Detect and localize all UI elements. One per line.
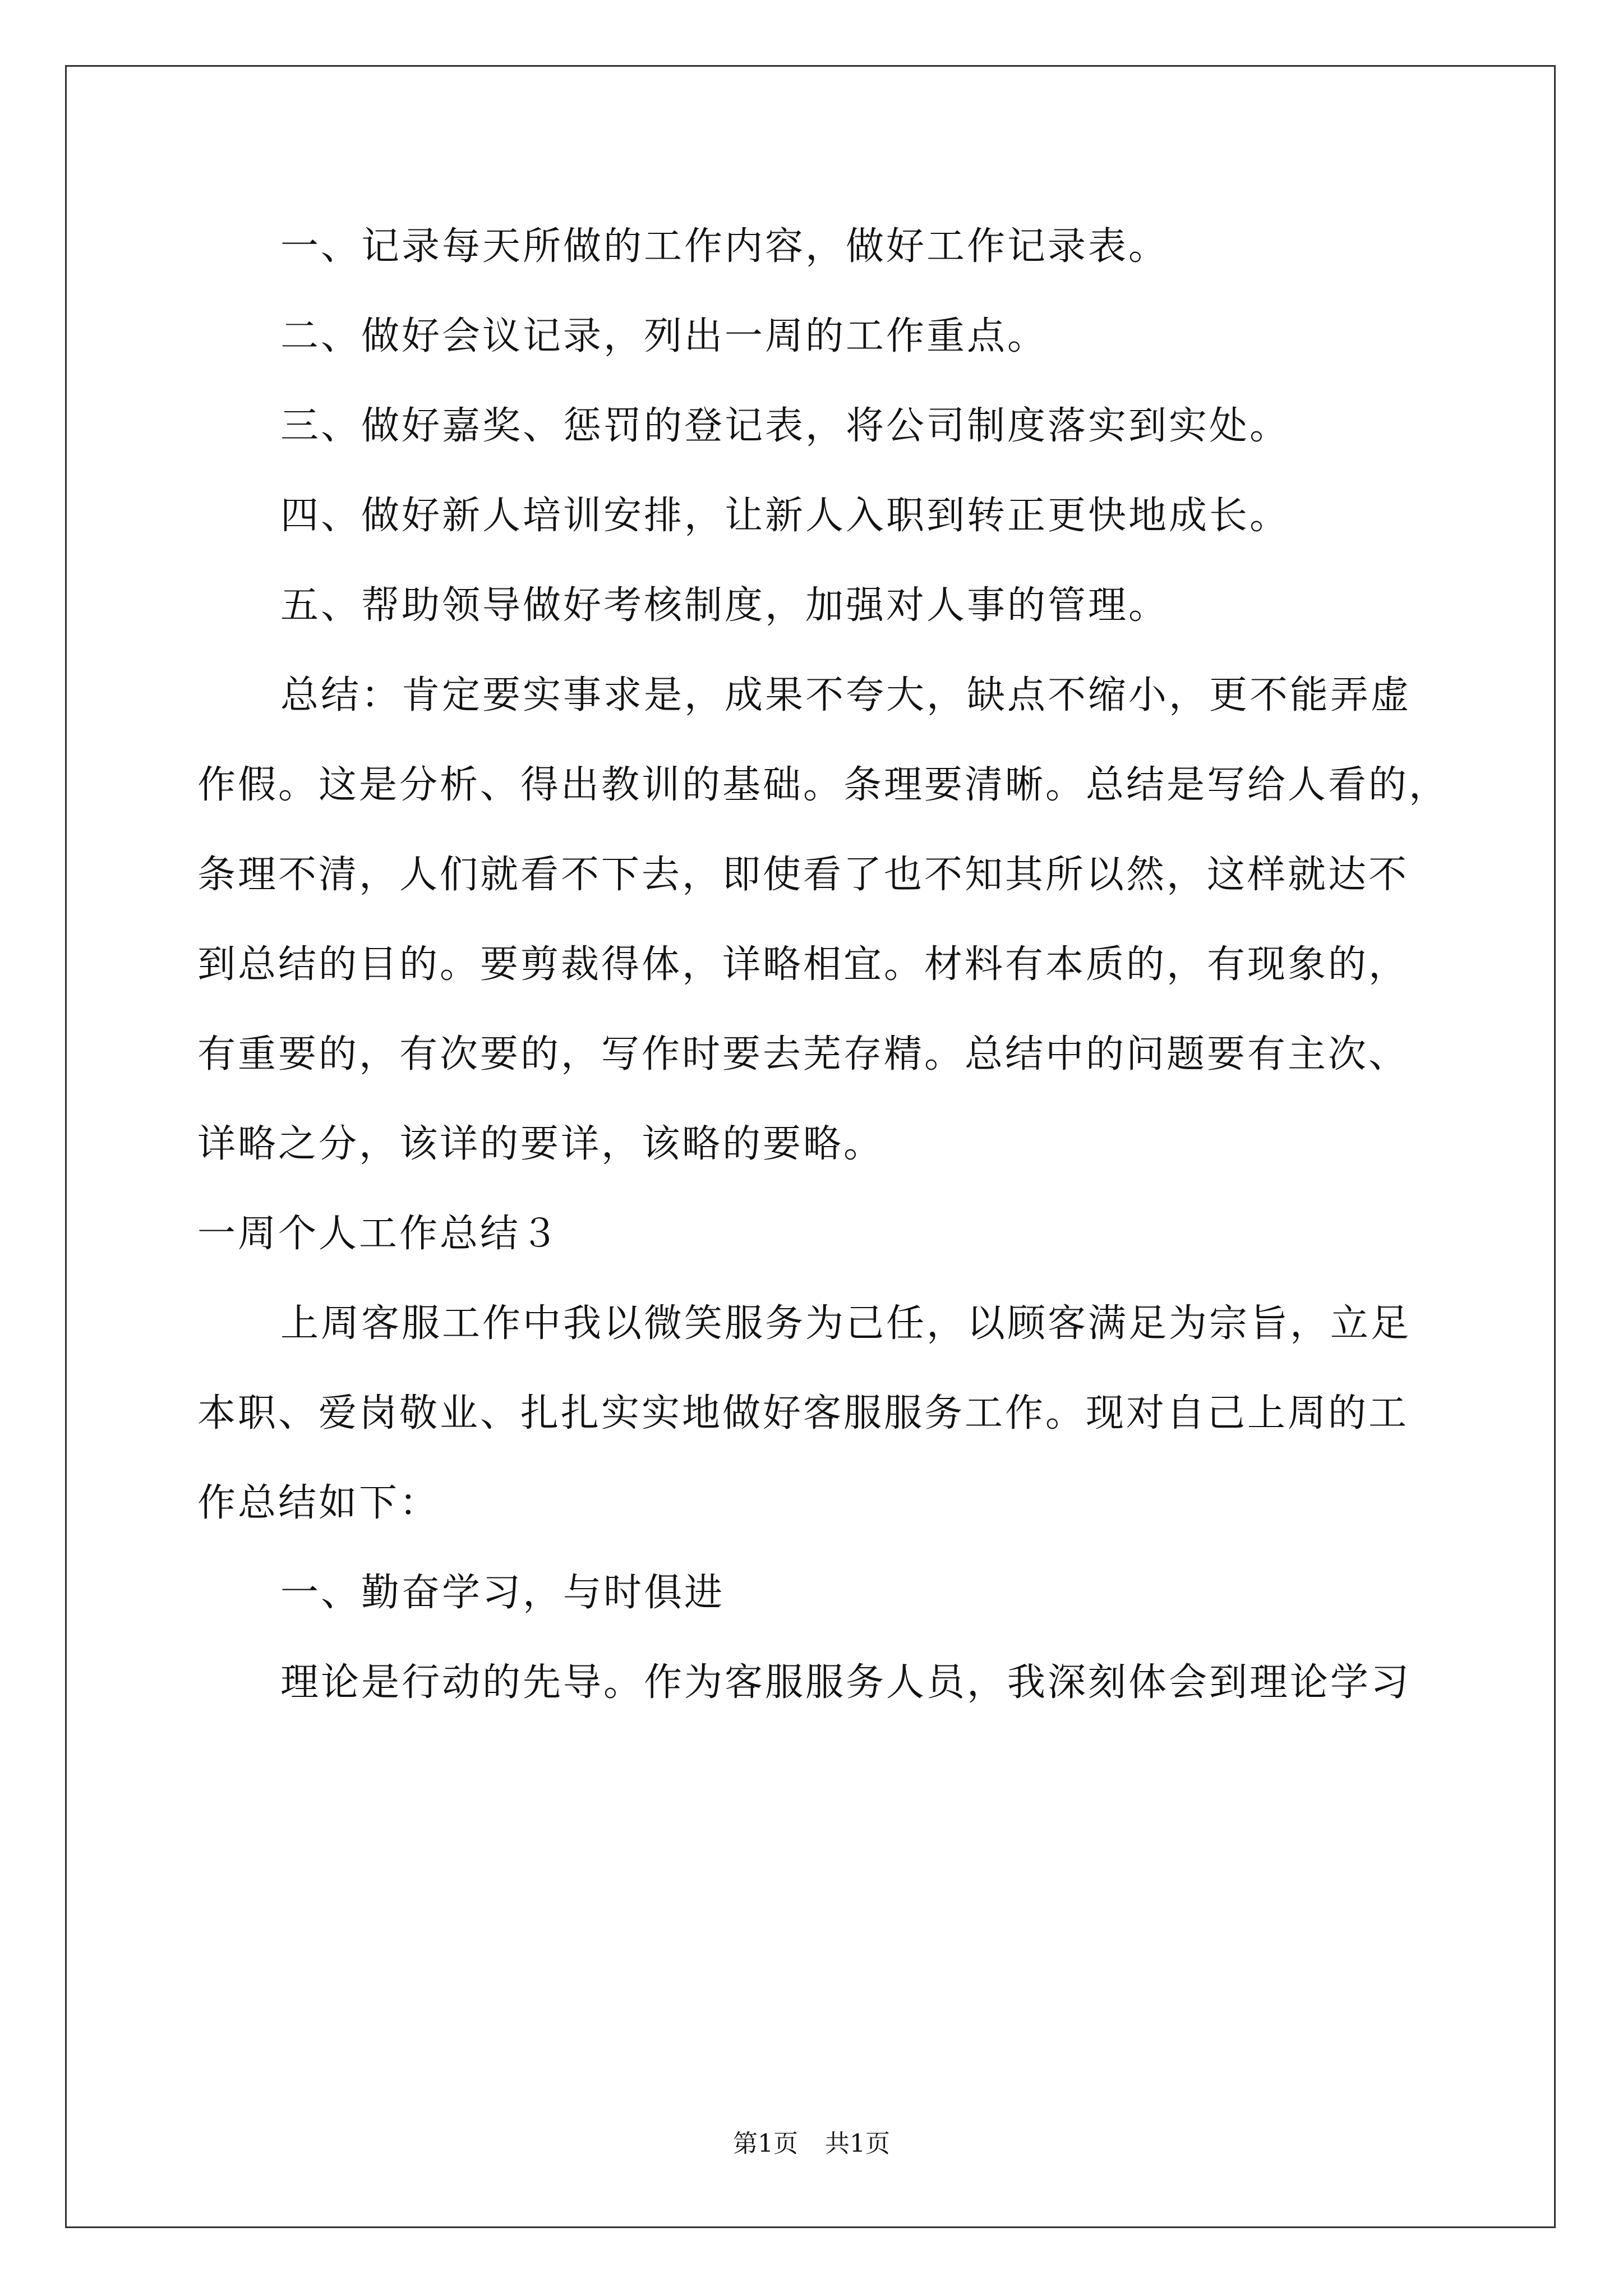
text-line: 本职、爱岗敬业、扎扎实实地做好客服服务工作。现对自己上周的工 [197,1391,1409,1435]
text-line: 到总结的目的。要剪裁得体，详略相宜。材料有本质的，有现象的， [197,942,1409,987]
text-line: 条理不清，人们就看不下去，即使看了也不知其所以然，这样就达不 [197,853,1409,897]
text-line: 总结：肯定要实事求是，成果不夸大，缺点不缩小，更不能弄虚 [280,673,1412,717]
text-line: 二、做好会议记录，列出一周的工作重点。 [280,314,1048,358]
text-line: 有重要的，有次要的，写作时要去芜存精。总结中的问题要有主次、 [197,1032,1409,1076]
text-line: 四、做好新人培训安排，让新人入职到转正更快地成长。 [280,494,1290,538]
text-line: 详略之分，该详的要详，该略的要略。 [197,1122,884,1166]
text-line: 理论是行动的先导。作为客服服务人员，我深刻体会到理论学习 [280,1660,1412,1705]
text-line: 作总结如下： [197,1481,440,1525]
text-line: 一、记录每天所做的工作内容，做好工作记录表。 [280,224,1169,269]
document-body [197,202,1450,1728]
text-line: 三、做好嘉奖、惩罚的登记表，将公司制度落实到实处。 [280,404,1290,448]
page-number: 第1页 [733,2129,798,2158]
text-line: 作假。这是分析、得出教训的基础。条理要清晰。总结是写给人看的， [197,763,1450,807]
text-line: 五、帮助领导做好考核制度，加强对人事的管理。 [280,583,1169,628]
page-total: 共1页 [825,2129,890,2158]
page-footer [0,2127,1623,2161]
section-heading: 一周个人工作总结３ [197,1212,561,1256]
text-line: 一、勤奋学习，与时俱进 [280,1571,725,1615]
text-line: 上周客服工作中我以微笑服务为己任，以顾客满足为宗旨，立足 [280,1301,1412,1346]
